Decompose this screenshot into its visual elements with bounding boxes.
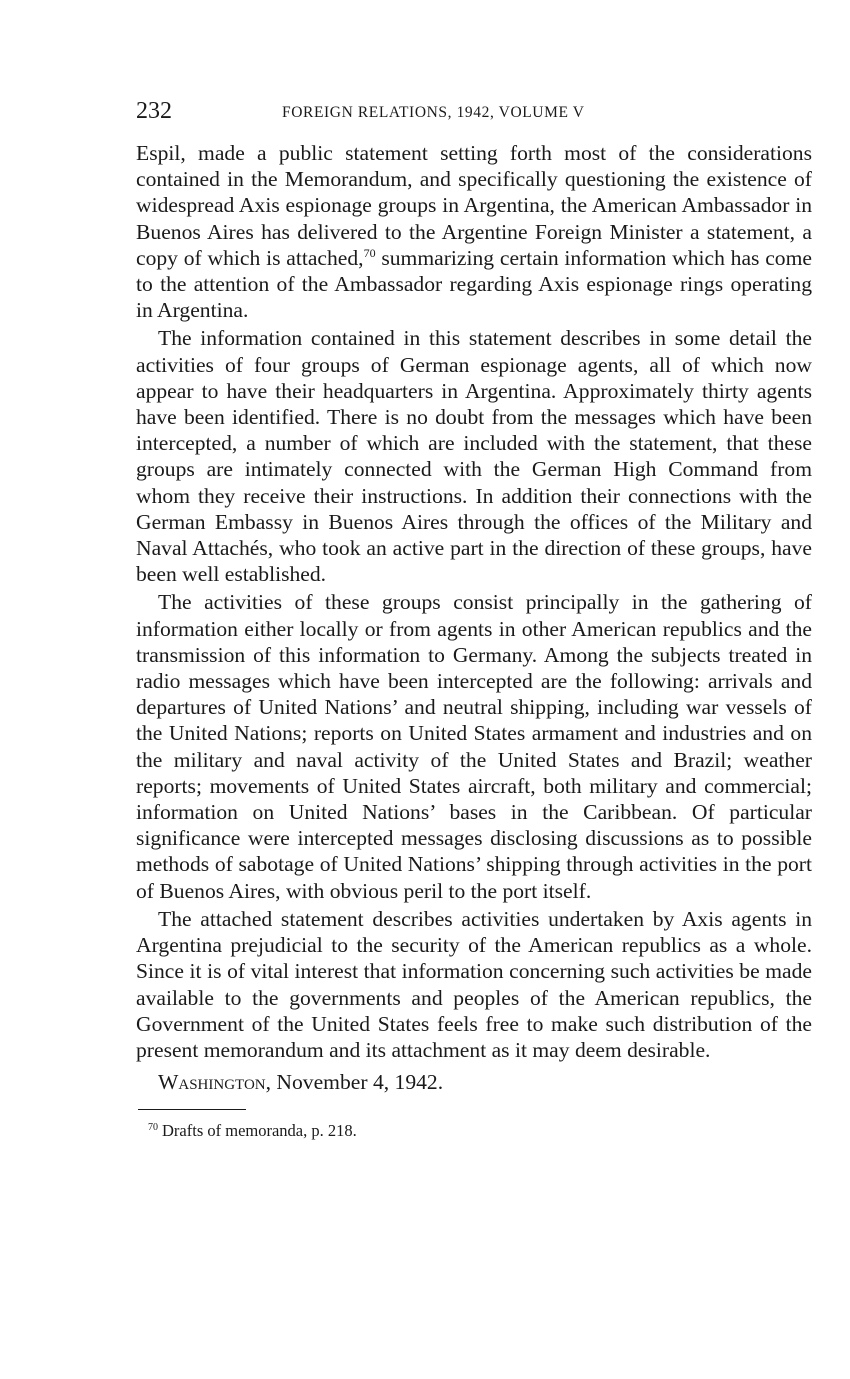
footnote-number: 70 (148, 1121, 158, 1133)
footnote-text: Drafts of memoranda, p. 218. (162, 1121, 357, 1141)
paragraph-3: The activities of these groups consist principally in the gathering of information either locally or from agents in other American republics and the transmission of this information to Germany. Among the subjects treated in radio messages which have been intercepted are the following: arrivals and departures of United Nations’ and neutral shipping, including war vessels of the United Nations; reports on United States armament and industries and on the military and naval activity of the United States and Brazil; weather reports; movements of United States aircraft, both military and commercial; information on United Nations’ bases in the Caribbean. Of particular significance were intercepted messages disclosing discussions as to possible methods of sabotage of United Nations’ shipping through activities in the port of Buenos Aires, with obvious peril to the port itself. (136, 590, 812, 903)
footnote (136, 1120, 812, 1142)
page-number: 232 (136, 98, 172, 124)
dateline-date: , November 4, 1942. (265, 1070, 444, 1095)
document-page (136, 96, 812, 1142)
paragraph-2: The information contained in this statement describes in some detail the activities of four groups of German espionage agents, all of which now appear to have their headquarters in Argentina. Approximately thirty agents have been identified. There is no doubt from the messages which have been intercepted, a number of which are included with the statement, that these groups are intimately connected with the German High Command from whom they receive their instructions. In addition their connections with the German Embassy in Buenos Aires through the offices of the Military and Naval Attachés, who took an active part in the direction of these groups, have been well established. (136, 326, 812, 587)
paragraph-1 (136, 140, 812, 323)
paragraph-1-text: Espil, made a public statement setting forth most of the considerations contained in the Memorandum, and specifically questioning the existence of widespread Axis espionage groups in Argentina, the American Ambassador in Buenos Aires has delivered to the Argentine Foreign Minister a statement, a copy of which is attached, (136, 141, 812, 270)
running-header (136, 96, 812, 130)
running-title: FOREIGN RELATIONS, 1942, VOLUME V (282, 104, 585, 121)
dateline-place: Washington (158, 1070, 266, 1095)
footnote-reference: 70 (363, 245, 376, 260)
paragraph-1-text-continued: summarizing certain information which has come to the attention of the Ambassador regarding Axis espionage rings operating in Argentina. (136, 245, 812, 323)
body-text (136, 140, 812, 1063)
footnote-divider (138, 1109, 246, 1110)
dateline (136, 1069, 812, 1095)
paragraph-4: The attached statement describes activities undertaken by Axis agents in Argentina prejudicial to the security of the American republics as a whole. Since it is of vital interest that information concerning such activities be made available to the governments and peoples of the American republics, the Government of the United States feels free to make such distribution of the present memorandum and its attachment as it may deem desirable. (136, 906, 812, 1062)
